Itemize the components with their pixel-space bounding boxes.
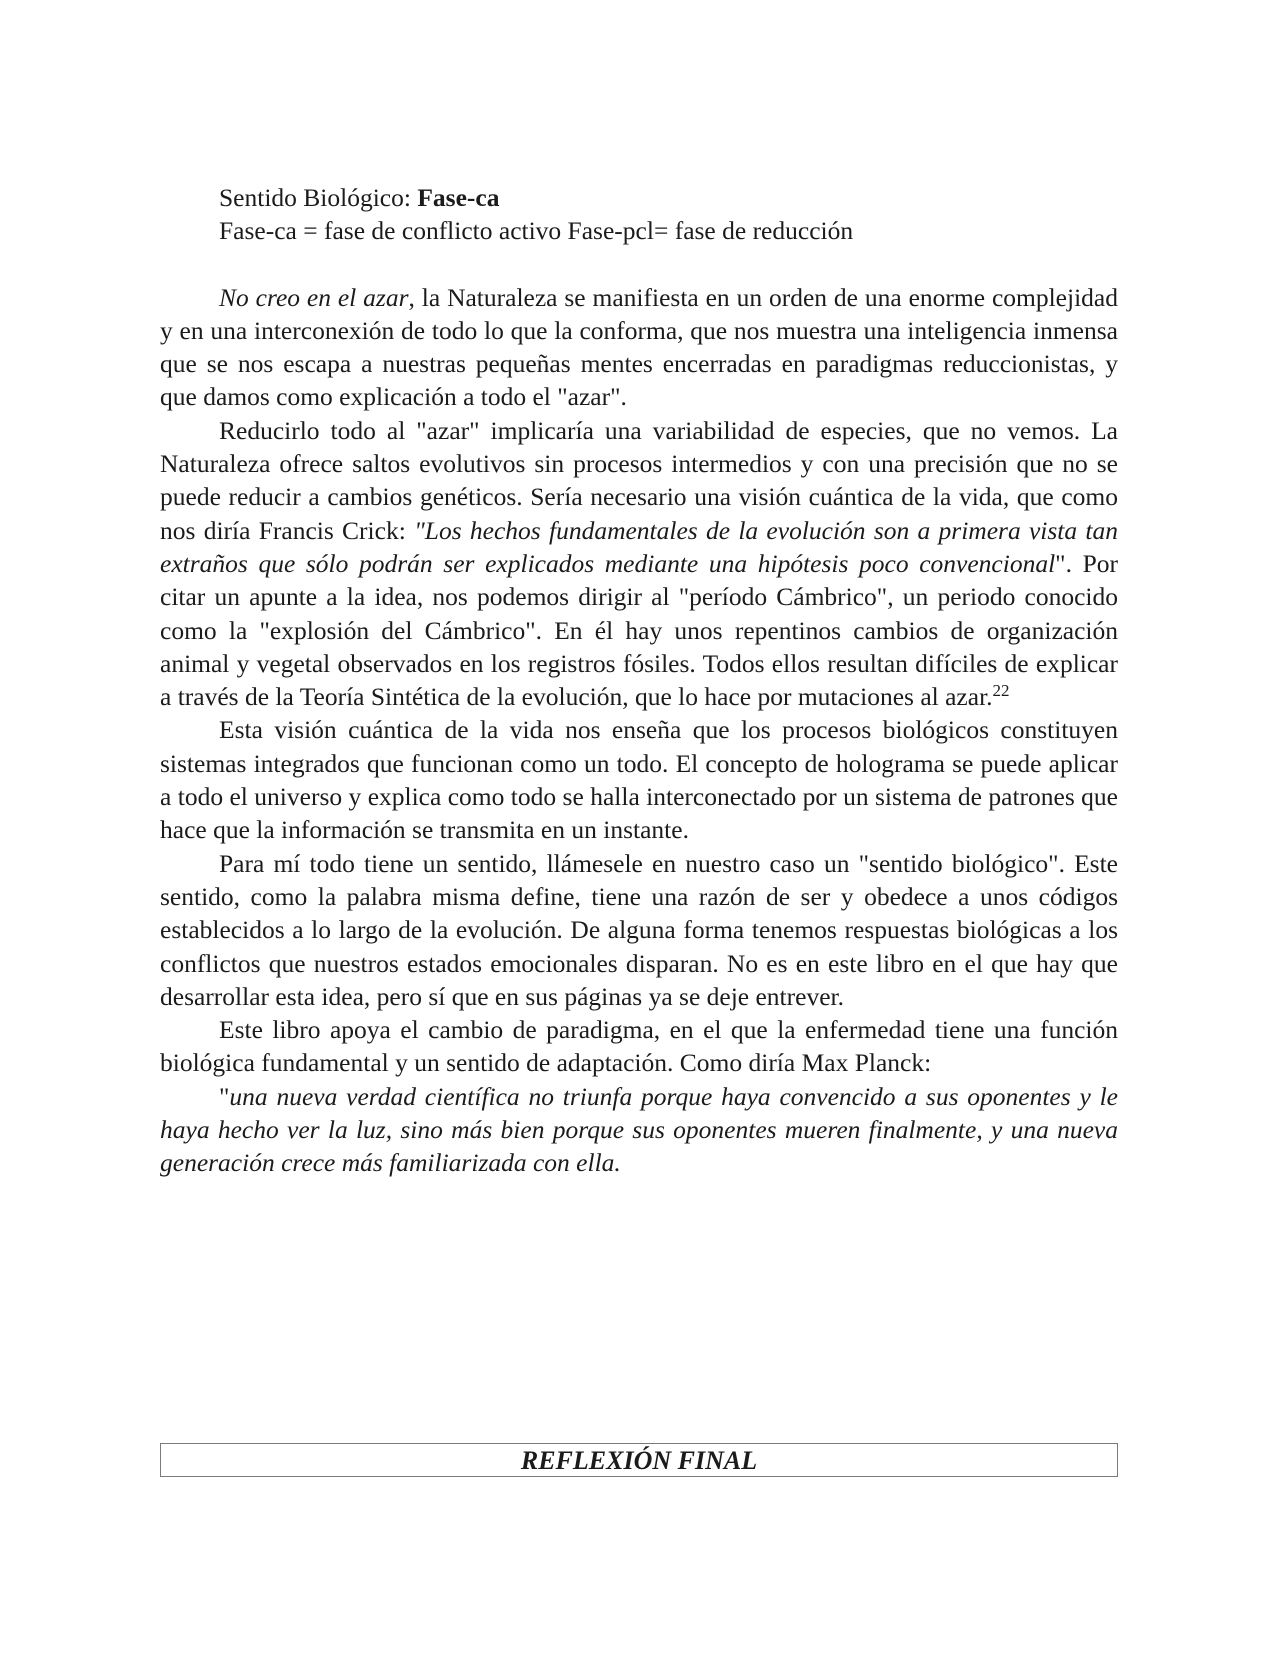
paragraph-1 [160, 281, 1118, 414]
document-body [160, 181, 1118, 1180]
paragraph-2-text-b: ". Por citar un apunte a la idea, nos podemos dirigir al "período Cámbrico", un periodo conocido como la "explosión del Cámbrico". En él hay unos repentinos cambios de organización animal y vegetal observados en los registros fósiles. Todos ellos resultan difíciles de explicar a través de la Teoría Sintética de la evolución, que lo hace por mutaciones al azar. [160, 548, 1118, 712]
paragraph-2 [160, 414, 1118, 714]
blank-line [160, 248, 1118, 281]
paragraph-3: Esta visión cuántica de la vida nos enseña que los procesos biológicos constituyen sistemas integrados que funcionan como un todo. El concepto de holograma se puede aplicar a todo el universo y explica como todo se halla interconectado por un sistema de patrones que hace que la información se transmita en un instante. [160, 715, 1118, 845]
paragraph-5: Este libro apoya el cambio de paradigma, en el que la enfermedad tiene una función biológica fundamental y un sentido de adaptación. Como diría Max Planck: [160, 1015, 1118, 1078]
crick-quote: "Los hechos fundamentales de la evolución son a primera vista tan extraños que sólo podrán ser explicados mediante una hipótesis poco convencional [160, 515, 1118, 578]
paragraph-1-text: , la Naturaleza se manifiesta en un orden de una enorme complejidad y en una interconexión de todo lo que la conforma, que nos muestra una inteligencia inmensa que se nos escapa a nuestras pequeñas mentes encerradas en paradigmas reduccionistas, y que damos como explicación a todo el "azar". [160, 282, 1118, 412]
quote-open-mark: " [219, 1081, 230, 1111]
paragraph-4: Para mí todo tiene un sentido, llámesele en nuestro caso un "sentido biológico". Este sentido, como la palabra misma define, tiene una razón de ser y obedece a unos códigos establecidos a lo largo de la evolución. De alguna forma tenemos respuestas biológicas a los conflictos que nuestros estados emocionales disparan. No es en este libro en el que hay que desarrollar esta idea, pero sí que en sus páginas ya se deje entrever. [160, 848, 1118, 1011]
planck-quote: una nueva verdad científica no triunfa porque haya convencido a sus oponentes y le haya hecho ver la luz, sino más bien porque sus oponentes mueren finalmente, y una nueva generación crece más familiarizada con ella. [160, 1081, 1118, 1178]
header-line-2: Fase-ca = fase de conflicto activo Fase-pcl= fase de reducción [219, 216, 854, 246]
paragraph-6 [160, 1080, 1118, 1180]
header-phase-bold: Fase-ca [417, 183, 500, 212]
header-line-1 [160, 181, 1118, 214]
footnote-ref: 22 [992, 681, 1010, 701]
paragraph-1-italic: No creo en el azar [219, 282, 409, 312]
paragraph-2-text-a: Reducirlo todo al "azar" implicaría una variabilidad de especies, que no vemos. La Naturaleza ofrece saltos evolutivos sin procesos intermedios y con una precisión que no se puede reducir a cambios genéticos. Sería necesario una visión cuántica de la vida, que como nos diría Francis Crick: [160, 415, 1118, 545]
section-heading: REFLEXIÓN FINAL [520, 1446, 758, 1475]
header-label: Sentido Biológico: [219, 183, 418, 212]
section-heading-box [160, 1443, 1118, 1477]
